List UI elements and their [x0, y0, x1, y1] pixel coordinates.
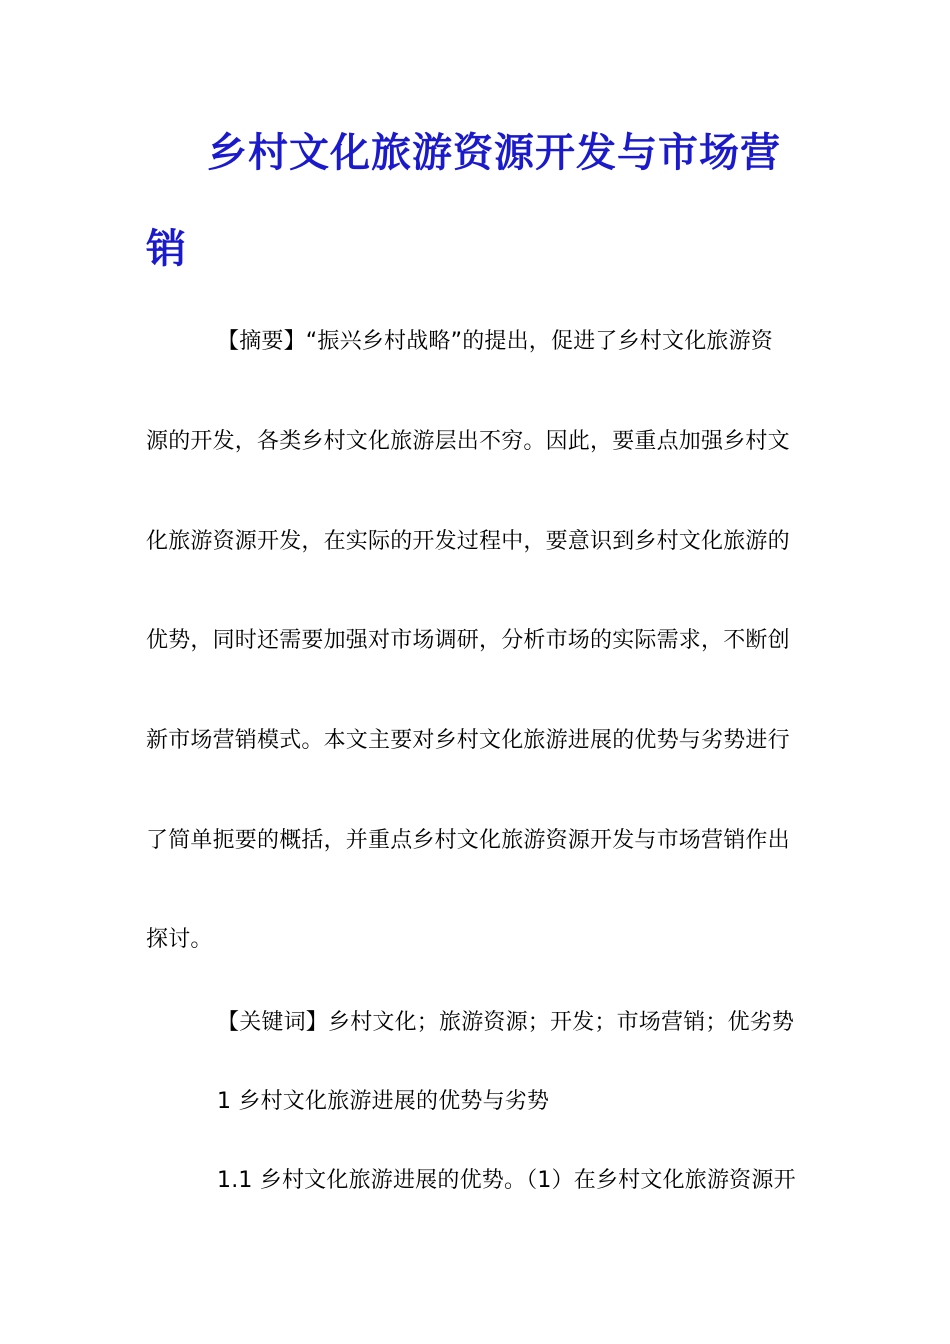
- abstract-line: 新市场营销模式。本文主要对乡村文化旅游进展的优势与劣势进行: [146, 728, 790, 753]
- abstract-line: 化旅游资源开发，在实际的开发过程中，要意识到乡村文化旅游的: [146, 529, 790, 554]
- keywords-line: 【关键词】乡村文化；旅游资源；开发；市场营销；优劣势: [217, 1010, 795, 1035]
- document-title-line-2: 销: [146, 226, 187, 272]
- abstract-line: 【摘要】“振兴乡村战略”的提出，促进了乡村文化旅游资: [217, 329, 773, 354]
- abstract-line: 优势，同时还需要加强对市场调研，分析市场的实际需求，不断创: [146, 628, 790, 653]
- section-heading: 1 乡村文化旅游进展的优势与劣势: [217, 1089, 550, 1114]
- abstract-line: 源的开发，各类乡村文化旅游层出不穷。因此，要重点加强乡村文: [146, 429, 790, 454]
- section-paragraph-line: 1.1 乡村文化旅游进展的优势。（1）在乡村文化旅游资源开: [217, 1168, 796, 1193]
- abstract-line: 了简单扼要的概括，并重点乡村文化旅游资源开发与市场营销作出: [146, 828, 790, 853]
- abstract-line: 探讨。: [146, 927, 213, 952]
- document-title-line-1: 乡村文化旅游资源开发与市场营: [207, 130, 781, 176]
